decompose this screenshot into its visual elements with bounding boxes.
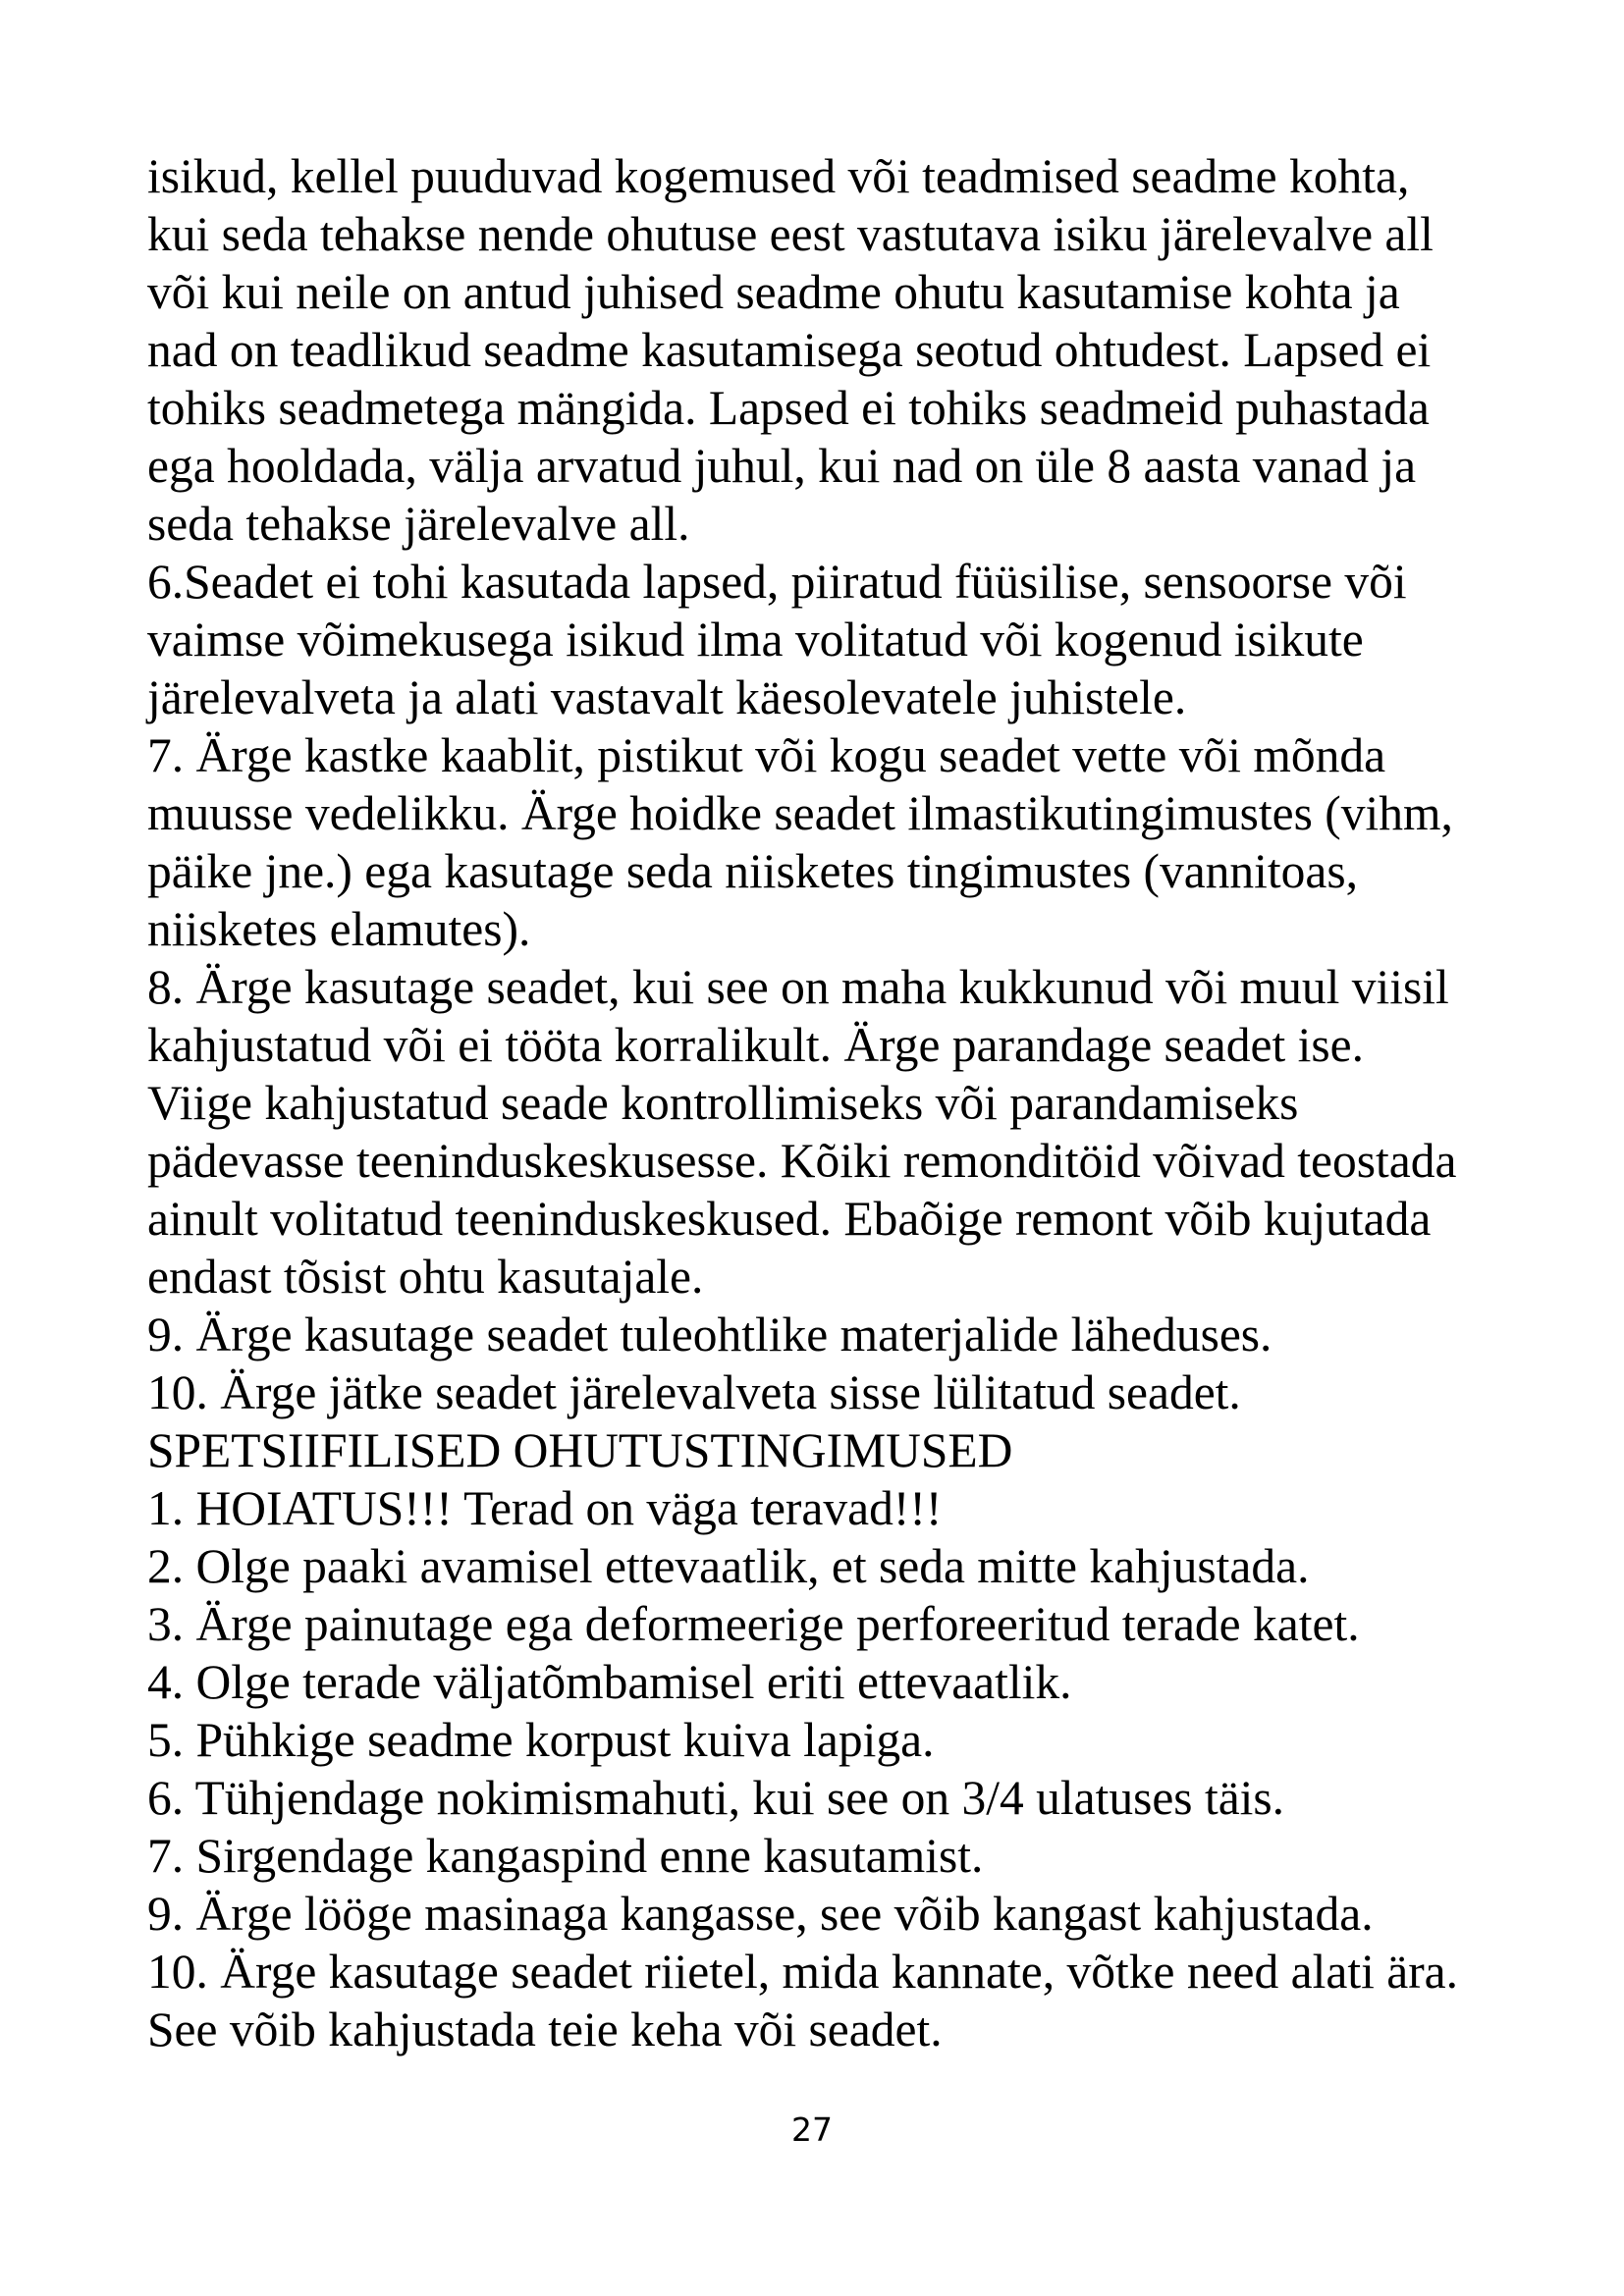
text-line: 7. Ärge kastke kaablit, pistikut või kogu seadet vette või mõnda (147, 728, 1386, 782)
text-line: kui seda tehakse nende ohutuse eest vastutava isiku järelevalve all (147, 207, 1434, 261)
text-line: 10. Ärge jätke seadet järelevalveta sisse lülitatud seadet. (147, 1365, 1241, 1419)
text-line: 2. Olge paaki avamisel ettevaatlik, et seda mitte kahjustada. (147, 1539, 1310, 1593)
text-line: või kui neile on antud juhised seadme ohutu kasutamise kohta ja (147, 265, 1400, 319)
text-line: ainult volitatud teeninduskeskused. Ebaõige remont võib kujutada (147, 1192, 1432, 1246)
text-line: päike jne.) ega kasutage seda niisketes tingimustes (vannitoas, (147, 844, 1359, 898)
text-line: Viige kahjustatud seade kontrollimiseks või parandamiseks (147, 1076, 1299, 1130)
text-line: 6.Seadet ei tohi kasutada lapsed, piiratud füüsilise, sensoorse või (147, 555, 1407, 609)
text-line: nad on teadlikud seadme kasutamisega seotud ohtudest. Lapsed ei (147, 323, 1432, 377)
text-line: See võib kahjustada teie keha või seadet. (147, 2002, 943, 2056)
text-line: ega hooldada, välja arvatud juhul, kui nad on üle 8 aasta vanad ja (147, 439, 1417, 493)
text-line: seda tehakse järelevalve all. (147, 497, 690, 551)
text-line: tohiks seadmetega mängida. Lapsed ei tohiks seadmeid puhastada (147, 381, 1430, 435)
section-heading: SPETSIIFILISED OHUTUSTINGIMUSED (147, 1423, 1013, 1477)
text-line: kahjustatud või ei tööta korralikult. Ärge parandage seadet ise. (147, 1018, 1364, 1072)
text-line: 4. Olge terade väljatõmbamisel eriti ettevaatlik. (147, 1655, 1072, 1709)
text-line: 9. Ärge lööge masinaga kangasse, see võib kangast kahjustada. (147, 1887, 1374, 1941)
text-line: 8. Ärge kasutage seadet, kui see on maha kukkunud või muul viisil (147, 960, 1449, 1014)
text-line: 10. Ärge kasutage seadet riietel, mida kannate, võtke need alati ära. (147, 1945, 1459, 1999)
text-line: 7. Sirgendage kangaspind enne kasutamist. (147, 1829, 984, 1883)
text-line: muusse vedelikku. Ärge hoidke seadet ilmastikutingimustes (vihm, (147, 786, 1453, 840)
text-line: pädevasse teeninduskeskusesse. Kõiki remonditöid võivad teostada (147, 1134, 1457, 1188)
text-line: 3. Ärge painutage ega deformeerige perforeeritud terade katet. (147, 1597, 1360, 1651)
text-line: niisketes elamutes). (147, 902, 531, 956)
document-body (147, 147, 1522, 2058)
text-line: 9. Ärge kasutage seadet tuleohtlike materjalide läheduses. (147, 1308, 1272, 1362)
page-number: 27 (791, 2110, 833, 2149)
text-line: vaimse võimekusega isikud ilma volitatud või kogenud isikute (147, 613, 1364, 667)
text-line: järelevalveta ja alati vastavalt käesolevatele juhistele. (147, 670, 1187, 724)
text-line: 6. Tühjendage nokimismahuti, kui see on 3/4 ulatuses täis. (147, 1771, 1285, 1825)
text-line: 5. Pühkige seadme korpust kuiva lapiga. (147, 1713, 935, 1767)
text-line: endast tõsist ohtu kasutajale. (147, 1250, 704, 1304)
text-line: isikud, kellel puuduvad kogemused või teadmised seadme kohta, (147, 149, 1410, 203)
text-line: 1. HOIATUS!!! Terad on väga teravad!!! (147, 1481, 943, 1535)
